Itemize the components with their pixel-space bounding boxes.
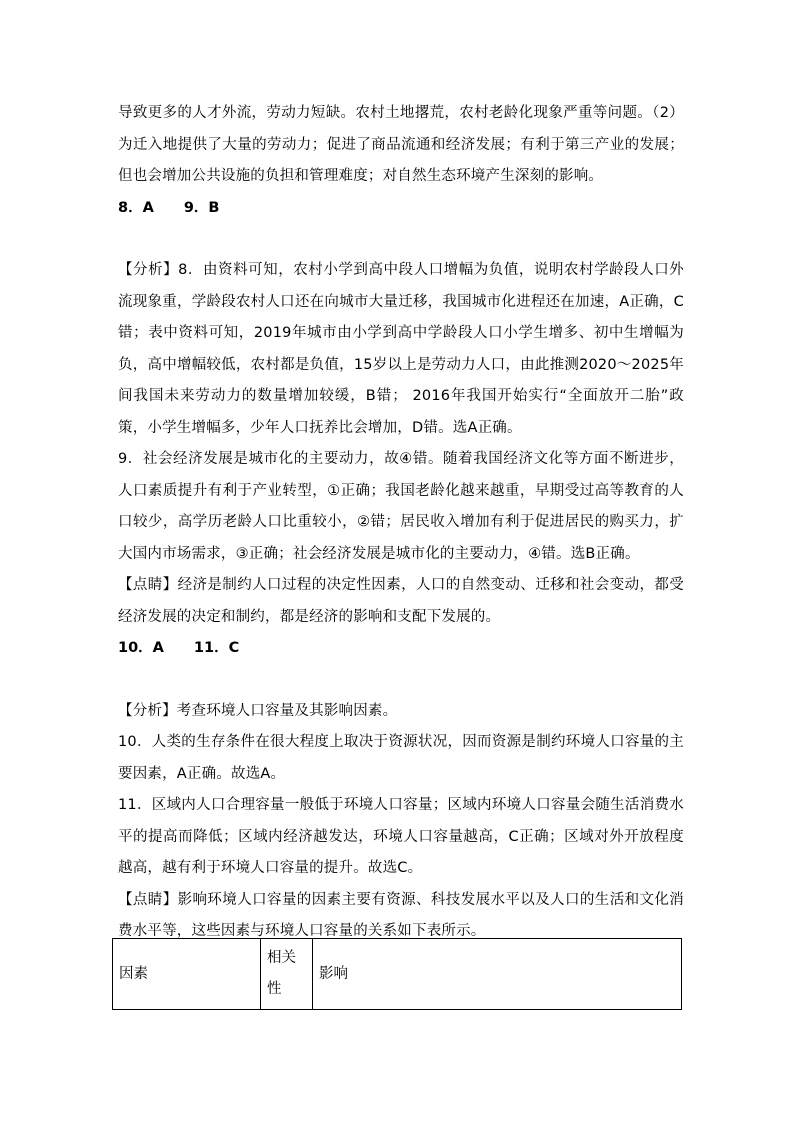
spacer bbox=[118, 665, 684, 696]
answer-line-10-11 bbox=[118, 633, 684, 665]
explanation-10: 10．人类的生存条件在很大程度上取决于资源状况，因而资源是制约环境人口容量的主要因素，A正确。故选A。 bbox=[118, 734, 684, 782]
answer-line-8-9 bbox=[118, 193, 684, 225]
document-body bbox=[118, 98, 684, 948]
comment-paragraph-2: 【点睛】影响环境人口容量的因素主要有资源、科技发展水平以及人口的生活和文化消费水平等，这些因素与环境人口容量的关系如下表所示。 bbox=[118, 891, 684, 939]
table-header-row bbox=[113, 939, 682, 1010]
answer-11: 11．C bbox=[193, 640, 240, 656]
spacer bbox=[118, 224, 684, 255]
comment-paragraph-1: 【点睛】经济是制约人口过程的决定性因素，人口的自然变动、迁移和社会变动，都受经济发展的决定和制约，都是经济的影响和支配下发展的。 bbox=[118, 577, 684, 625]
analysis-paragraph-10: 【分析】考查环境人口容量及其影响因素。 bbox=[118, 702, 398, 719]
explanation-9: 9．社会经济发展是城市化的主要动力，故④错。随着我国经济文化等方面不断进步，人口素质提升有利于产业转型，①正确；我国老龄化越来越重，早期受过高等教育的人口较少，高学历老龄人口比重较小，②错；居民收入增加有利于促进居民的购买力，扩大国内市场需求，③正确；社会经济发展是城市化的主要动力，④错。选B正确。 bbox=[118, 451, 684, 562]
table-header-factor: 因素 bbox=[113, 939, 261, 1010]
analysis-paragraph-8: 【分析】8．由资料可知，农村小学到高中段人口增幅为负值，说明农村学龄段人口外流现象重，学龄段农村人口还在向城市大量迁移，我国城市化进程还在加速，A正确，C错；表中资料可知，2019年城市由小学到高中学龄段人口小学生增多、初中生增幅为负，高中增幅较低，农村都是负值，15岁以上是劳动力人口，由此推测2020～2025年间我国未来劳动力的数量增加较缓，B错； 2016年我国开始实行“全面放开二胎”政策，小学生增幅多，少年人口抚养比会增加，D错。选A正确。 bbox=[118, 262, 684, 436]
answer-8: 8．A bbox=[118, 199, 154, 216]
explanation-11: 11．区域内人口合理容量一般低于环境人口容量；区域内环境人口容量会随生活消费水平的提高而降低；区域内经济越发达，环境人口容量越高，C正确；区域对外开放程度越高，越有利于环境人口容量的提升。故选C。 bbox=[118, 797, 684, 876]
factor-table bbox=[112, 938, 682, 1010]
answer-9: 9．B bbox=[183, 199, 220, 216]
answer-10: 10．A bbox=[118, 640, 164, 656]
table-header-correlation: 相关性 bbox=[261, 939, 313, 1010]
table-header-impact: 影响 bbox=[313, 939, 682, 1010]
paragraph-continuation: 导致更多的人才外流，劳动力短缺。农村土地撂荒，农村老龄化现象严重等问题。（2）为迁入地提供了大量的劳动力；促进了商品流通和经济发展；有利于第三产业的发展；但也会增加公共设施的负担和管理难度；对自然生态环境产生深刻的影响。 bbox=[118, 105, 684, 184]
